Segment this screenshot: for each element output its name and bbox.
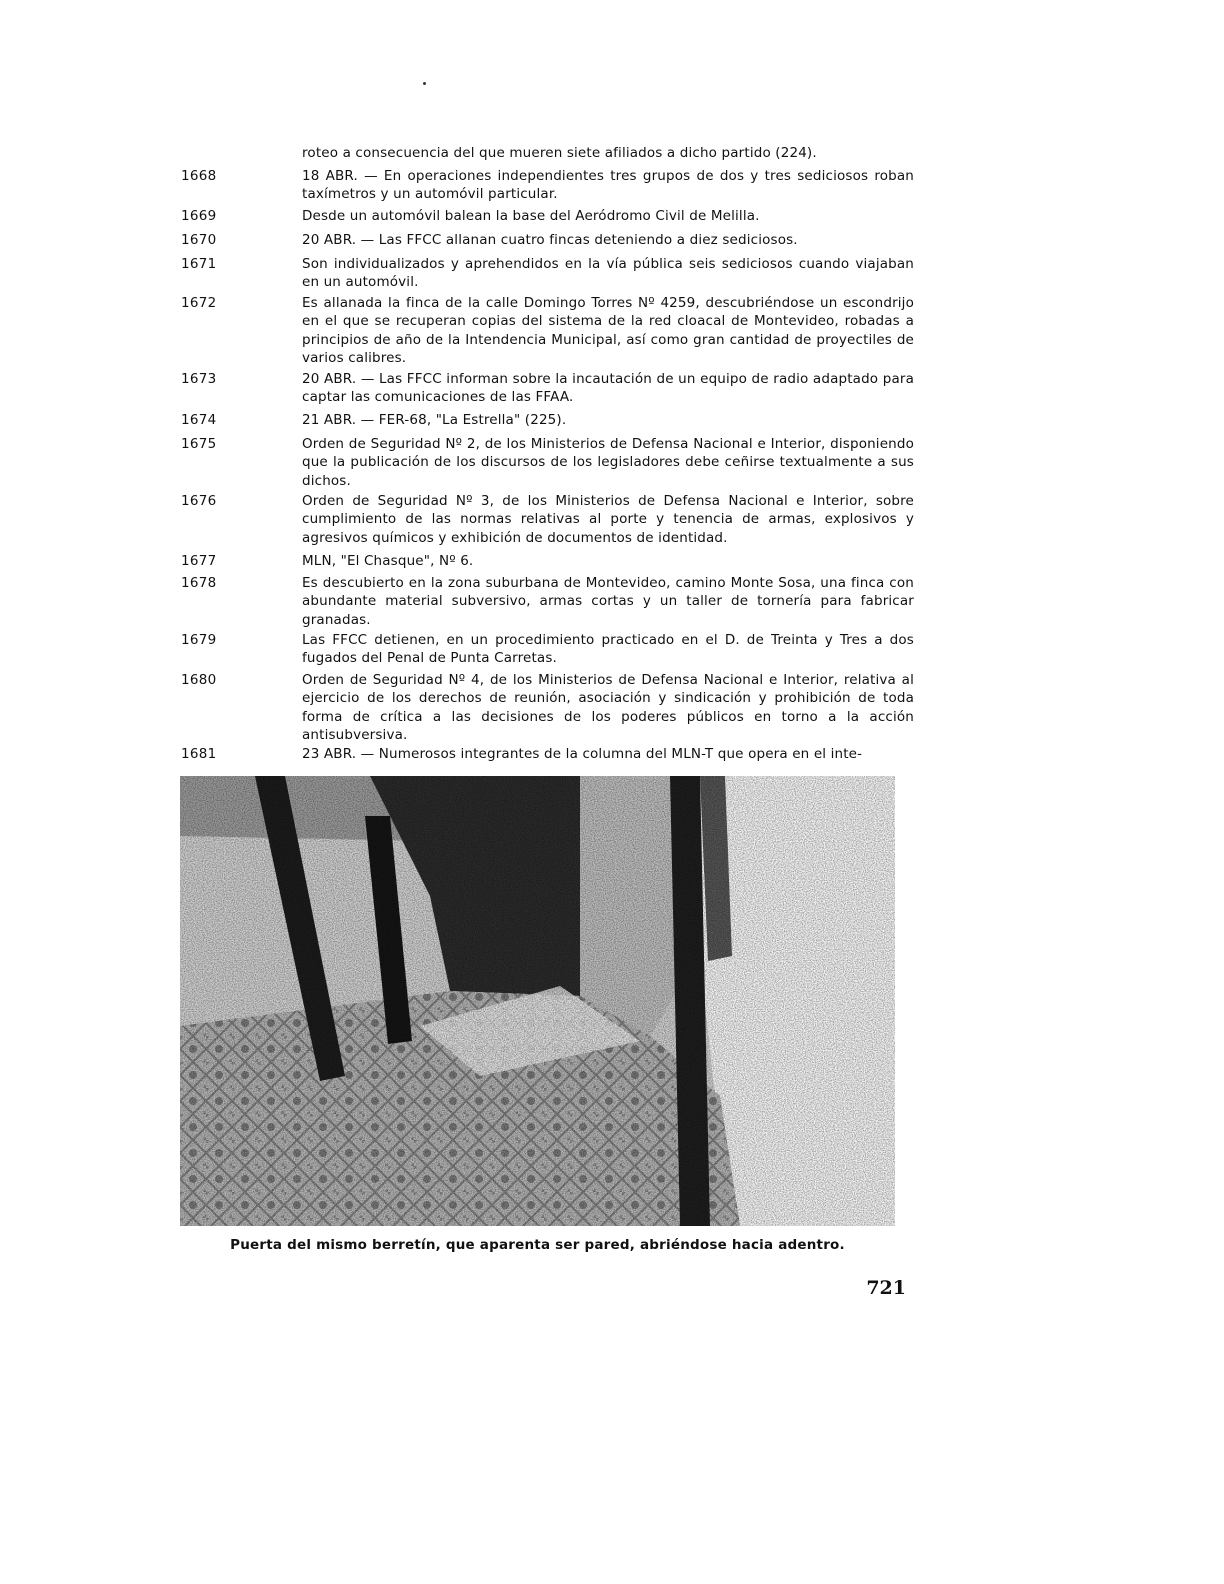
entry-number: 1680 <box>181 672 217 688</box>
photograph <box>180 776 895 1226</box>
photo-caption: Puerta del mismo berretín, que aparenta ser pared, abriéndose hacia adentro. <box>230 1237 845 1253</box>
entry-number: 1681 <box>181 746 217 762</box>
entry-number: 1676 <box>181 493 217 509</box>
entry-text: 23 ABR. — Numerosos integrantes de la columna del MLN-T que opera en el inte- <box>302 746 863 762</box>
entry-text: Las FFCC detienen, en un procedimiento practicado en el D. de Treinta y Tres a dos fugados del Penal de Punta Carretas. <box>302 632 914 667</box>
entry-text: Orden de Seguridad Nº 3, de los Ministerios de Defensa Nacional e Interior, sobre cumplimiento de las normas relativas al porte y tenencia de armas, explosivos y agresivos químicos y exhibición de documentos de identidad. <box>302 493 914 546</box>
entry-number: 1679 <box>181 632 217 648</box>
entry-text: Es descubierto en la zona suburbana de Montevideo, camino Monte Sosa, una finca con abundante material subversivo, armas cortas y un taller de tornería para fabricar granadas. <box>302 575 914 628</box>
print-speck <box>423 82 426 85</box>
entry-text: 21 ABR. — FER-68, "La Estrella" (225). <box>302 412 567 428</box>
entry-text: MLN, "El Chasque", Nº 6. <box>302 553 474 569</box>
entry-text: roteo a consecuencia del que mueren siete afiliados a dicho partido (224). <box>302 145 817 161</box>
entry-number: 1672 <box>181 295 217 311</box>
entry-text: 20 ABR. — Las FFCC informan sobre la incautación de un equipo de radio adaptado para captar las comunicaciones de las FFAA. <box>302 371 914 406</box>
entry-text: Son individualizados y aprehendidos en la vía pública seis sediciosos cuando viajaban en un automóvil. <box>302 256 914 291</box>
entry-number: 1668 <box>181 168 217 184</box>
entry-text: 18 ABR. — En operaciones independientes tres grupos de dos y tres sediciosos roban taxímetros y un automóvil particular. <box>302 168 914 203</box>
entry-number: 1675 <box>181 436 217 452</box>
entry-number: 1673 <box>181 371 217 387</box>
entry-number: 1678 <box>181 575 217 591</box>
entry-text: Desde un automóvil balean la base del Aeródromo Civil de Melilla. <box>302 208 760 224</box>
entry-text: Orden de Seguridad Nº 2, de los Ministerios de Defensa Nacional e Interior, disponiendo que la publicación de los discursos de los legisladores debe ceñirse textualmente a sus dichos. <box>302 436 914 489</box>
entry-text: Orden de Seguridad Nº 4, de los Ministerios de Defensa Nacional e Interior, relativa al ejercicio de los derechos de reunión, asociación y sindicación y prohibición de toda forma de crítica a las decisiones de los poderes públicos en torno a la acción antisubversiva. <box>302 672 914 743</box>
entry-number: 1674 <box>181 412 217 428</box>
entry-number: 1671 <box>181 256 217 272</box>
entry-text: 20 ABR. — Las FFCC allanan cuatro fincas deteniendo a diez sediciosos. <box>302 232 798 248</box>
page-number: 721 <box>866 1277 906 1299</box>
entry-number: 1669 <box>181 208 217 224</box>
entry-text: Es allanada la finca de la calle Domingo Torres Nº 4259, descubriéndose un escondrijo en el que se recuperan copias del sistema de la red cloacal de Montevideo, robadas a principios de año de la Intendencia Municipal, así como gran cantidad de proyectiles de varios calibres. <box>302 295 914 366</box>
entry-number: 1677 <box>181 553 217 569</box>
entry-number: 1670 <box>181 232 217 248</box>
